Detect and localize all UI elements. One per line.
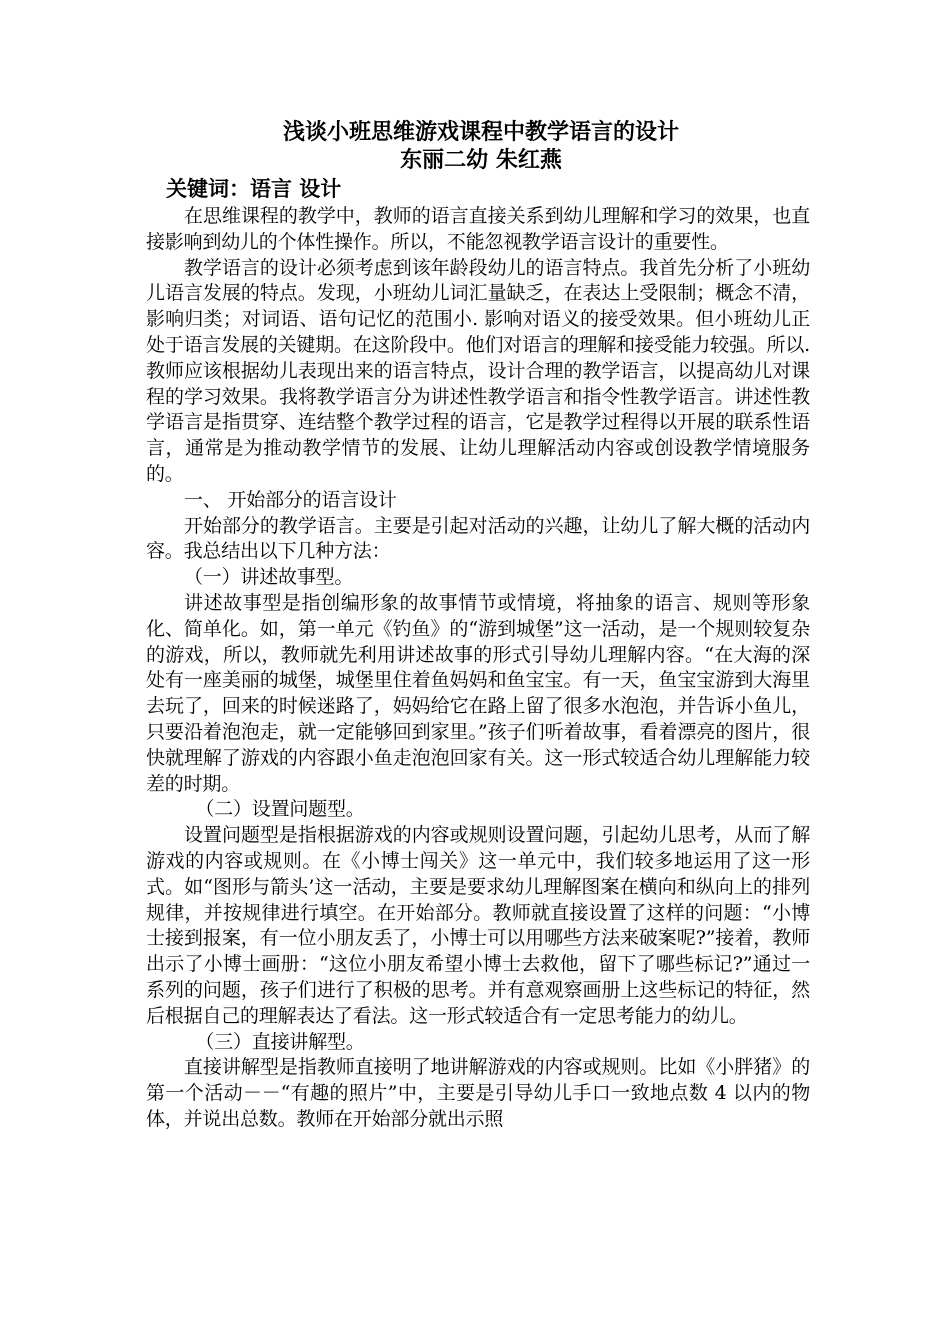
document-body	[146, 204, 810, 1133]
paragraph: 开始部分的教学语言。主要是引起对活动的兴趣，让幼儿了解大概的活动内容。我总结出以下几种方法：	[146, 514, 810, 563]
paragraph: 设置问题型是指根据游戏的内容或规则设置问题，引起幼儿思考，从而了解游戏的内容或规则。在《小博士闯关》这一单元中，我们较多地运用了这一形式。如“图形与箭头’这一活动，主要是要求幼儿理解图案在横向和纵向上的排列规律，并按规律进行填空。在开始部分。教师就直接设置了这样的问题：“小博士接到报案，有一位小朋友丢了，小博士可以用哪些方法来破案呢?”接着，教师出示了小博士画册：“这位小朋友希望小博士去救他，留下了哪些标记?”通过一系列的问题，孩子们进行了积极的思考。并有意观察画册上这些标记的特征，然后根据自己的理解表达了看法。这一形式较适合有一定思考能力的幼儿。	[146, 824, 810, 1027]
subsection-heading: （一）讲述故事型。	[184, 566, 354, 589]
paragraph: 在思维课程的教学中，教师的语言直接关系到幼儿理解和学习的效果，也直接影响到幼儿的个体性操作。所以，不能忽视教学语言设计的重要性。	[146, 205, 810, 253]
paragraph: 教学语言的设计必须考虑到该年龄段幼儿的语言特点。我首先分析了小班幼儿语言发展的特点。发现，小班幼儿词汇量缺乏，在表达上受限制；概念不清，影响归类；对词语、语句记忆的范围小. 影响对语义的接受效果。但小班幼儿正处于语言发展的关键期。在这阶段中。他们对语言的理解和接受能力较强。所以. 教师应该根据幼儿表现出来的语言特点，设计合理的教学语言，以提高幼儿对课程的学习效果。我将教学语言分为讲述性教学语言和指令性教学语言。讲述性教学语言是指贯穿、连结整个教学过程的语言，它是教学过程得以开展的联系性语言，通常是为推动教学情节的发展、让幼儿理解活动内容或创设教学情境服务的。	[146, 256, 810, 485]
keywords-line: 关键词：语言 设计	[166, 176, 342, 201]
section-heading: 一、 开始部分的语言设计	[184, 488, 397, 511]
author-line: 东丽二幼 朱红燕	[400, 147, 562, 173]
subsection-heading: （二）设置问题型。	[195, 798, 365, 821]
document-title: 浅谈小班思维游戏课程中教学语言的设计	[282, 119, 679, 145]
paragraph: 直接讲解型是指教师直接明了地讲解游戏的内容或规则。比如《小胖猪》的第一个活动－－“有趣的照片”中，主要是引导幼儿手口一致地点数 4 以内的物体，并说出总数。教师在开始部分就出示照	[146, 1056, 810, 1130]
paragraph: 讲述故事型是指创编形象的故事情节或情境，将抽象的语言、规则等形象化、简单化。如，第一单元《钓鱼》的“游到城堡”这一活动，是一个规则较复杂的游戏，所以，教师就先利用讲述故事的形式引导幼儿理解内容。“在大海的深处有一座美丽的城堡，城堡里住着鱼妈妈和鱼宝宝。有一天，鱼宝宝游到大海里去玩了，回来的时候迷路了，妈妈给它在路上留了很多水泡泡，并告诉小鱼儿，只要沿着泡泡走，就一定能够回到家里。”孩子们听着故事，看着漂亮的图片，很快就理解了游戏的内容跟小鱼走泡泡回家有关。这一形式较适合幼儿理解能力较差的时期。	[146, 591, 810, 795]
subsection-heading: （三）直接讲解型。	[195, 1030, 365, 1053]
document-page	[146, 118, 810, 1133]
